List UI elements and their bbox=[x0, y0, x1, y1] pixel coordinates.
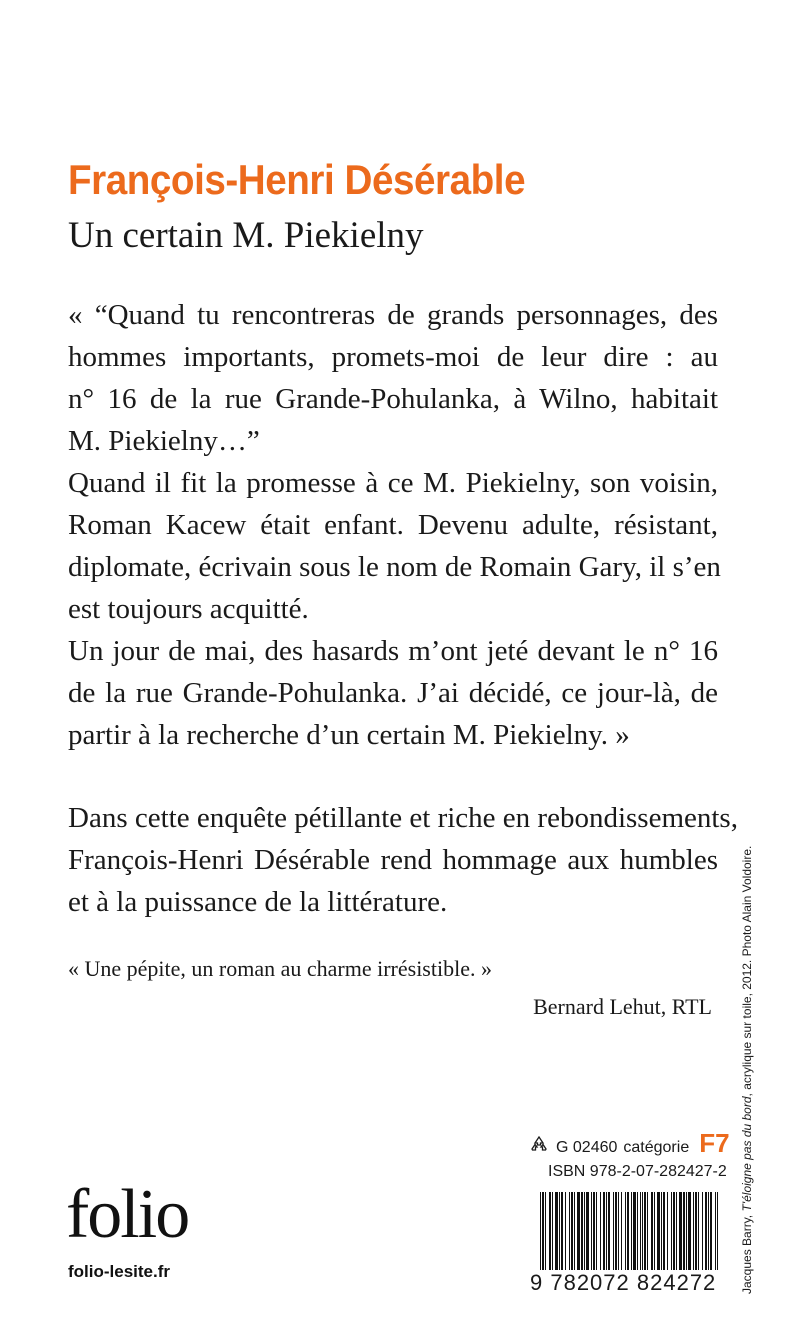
barcode-bar bbox=[586, 1192, 589, 1276]
barcode-bar bbox=[625, 1192, 626, 1276]
author-name: François-Henri Désérable bbox=[68, 156, 526, 203]
blurb-line: Dans cette enquête pétillante et riche en rebondissements, bbox=[68, 802, 738, 834]
barcode-bar bbox=[673, 1192, 675, 1276]
category-label: catégorie bbox=[623, 1139, 690, 1156]
isbn-number: ISBN 978-2-07-282427-2 bbox=[548, 1163, 727, 1180]
quote-paragraph-3 bbox=[68, 630, 718, 756]
blurb-line: M. Piekielny…” bbox=[68, 425, 260, 457]
quote-paragraph-2 bbox=[68, 462, 721, 630]
blurb-line: François-Henri Désérable rend hommage aux humbles bbox=[68, 844, 718, 876]
blurb-summary bbox=[68, 797, 738, 923]
barcode-bar bbox=[702, 1192, 703, 1276]
barcode-bar bbox=[661, 1192, 662, 1276]
barcode-bar bbox=[577, 1192, 580, 1276]
barcode-bar bbox=[549, 1192, 551, 1276]
barcode-bar bbox=[574, 1192, 575, 1276]
barcode-bar bbox=[627, 1192, 629, 1276]
barcode-bar bbox=[710, 1192, 712, 1276]
barcode-bar bbox=[640, 1192, 641, 1276]
folio-logo: folio bbox=[66, 1176, 189, 1253]
barcode-bar bbox=[545, 1192, 546, 1276]
barcode-bar bbox=[637, 1192, 638, 1276]
blurb-line: est toujours acquitté. bbox=[68, 593, 309, 625]
barcode-digits: 9 782072 824272 bbox=[530, 1270, 717, 1295]
barcode-bar bbox=[603, 1192, 605, 1276]
barcode-bar bbox=[695, 1192, 697, 1276]
press-review bbox=[68, 952, 718, 1024]
barcode-bar bbox=[618, 1192, 619, 1276]
barcode-bar bbox=[698, 1192, 699, 1276]
barcode-bar bbox=[633, 1192, 636, 1276]
blurb-line: hommes importants, promets-moi de leur dire : au bbox=[68, 341, 718, 373]
publisher-website: folio-lesite.fr bbox=[68, 1262, 171, 1281]
blurb-line: partir à la recherche d’un certain M. Piekielny. » bbox=[68, 719, 630, 751]
recycle-icon bbox=[530, 1136, 548, 1157]
barcode-bar bbox=[651, 1192, 653, 1276]
barcode bbox=[540, 1192, 718, 1276]
credit-suffix: , acrylique sur toile, 2012. Photo Alain Voldoire. bbox=[740, 845, 754, 1097]
blurb-line: Quand il fit la promesse à ce M. Piekielny, son voisin, bbox=[68, 467, 718, 499]
catalog-code-row bbox=[530, 1128, 730, 1159]
blurb-line: de la rue Grande-Pohulanka. J’ai décidé, ce jour-là, de bbox=[68, 677, 718, 709]
credit-artwork: T'éloigne pas du bord bbox=[740, 1096, 754, 1212]
barcode-bar bbox=[606, 1192, 607, 1276]
blurb-line: n° 16 de la rue Grande-Pohulanka, à Wilno, habitait bbox=[68, 383, 718, 415]
blurb-line: et à la puissance de la littérature. bbox=[68, 886, 448, 918]
quote-paragraph-1 bbox=[68, 294, 718, 462]
barcode-bar bbox=[569, 1192, 570, 1276]
blurb-line: « “Quand tu rencontreras de grands personnages, des bbox=[68, 299, 718, 331]
blurb-quote bbox=[68, 294, 721, 756]
blurb-line: diplomate, écrivain sous le nom de Romain Gary, il s’en bbox=[68, 551, 721, 583]
barcode-bar bbox=[581, 1192, 583, 1276]
barcode-bar bbox=[631, 1192, 632, 1276]
barcode-bar bbox=[708, 1192, 709, 1276]
barcode-bar bbox=[621, 1192, 622, 1276]
category-code: F7 bbox=[699, 1128, 730, 1158]
barcode-bar bbox=[688, 1192, 691, 1276]
barcode-bar bbox=[657, 1192, 660, 1276]
barcode-bar bbox=[540, 1192, 541, 1276]
barcode-bar bbox=[542, 1192, 544, 1276]
barcode-bar bbox=[591, 1192, 592, 1276]
book-title: Un certain M. Piekielny bbox=[68, 215, 424, 256]
barcode-bar bbox=[642, 1192, 643, 1276]
barcode-bar bbox=[715, 1192, 716, 1276]
credit-prefix: Jacques Barry, bbox=[740, 1211, 754, 1294]
barcode-bar bbox=[559, 1192, 560, 1276]
barcode-bar bbox=[596, 1192, 597, 1276]
barcode-bar bbox=[705, 1192, 707, 1276]
barcode-bar bbox=[683, 1192, 685, 1276]
barcode-bar bbox=[686, 1192, 687, 1276]
summary-paragraph bbox=[68, 797, 738, 923]
review-source: Bernard Lehut, RTL bbox=[533, 994, 712, 1019]
barcode-bar bbox=[654, 1192, 655, 1276]
barcode-bar bbox=[613, 1192, 614, 1276]
cover-credit bbox=[740, 694, 754, 1294]
catalog-code: G 02460 bbox=[556, 1139, 618, 1156]
barcode-bar bbox=[679, 1192, 682, 1276]
blurb-line: Roman Kacew était enfant. Devenu adulte, résistant, bbox=[68, 509, 718, 541]
barcode-bar bbox=[663, 1192, 665, 1276]
barcode-bar bbox=[717, 1192, 718, 1276]
barcode-bar bbox=[671, 1192, 672, 1276]
barcode-bar bbox=[615, 1192, 617, 1276]
barcode-bar bbox=[584, 1192, 585, 1276]
blurb-line: Un jour de mai, des hasards m’ont jeté devant le n° 16 bbox=[68, 635, 718, 667]
barcode-bar bbox=[552, 1192, 553, 1276]
barcode-bar bbox=[608, 1192, 610, 1276]
barcode-bar bbox=[600, 1192, 601, 1276]
barcode-bar bbox=[593, 1192, 595, 1276]
barcode-bar bbox=[555, 1192, 558, 1276]
barcode-bar bbox=[693, 1192, 694, 1276]
barcode-bar bbox=[676, 1192, 677, 1276]
barcode-bar bbox=[561, 1192, 563, 1276]
barcode-bar bbox=[644, 1192, 646, 1276]
review-quote: « Une pépite, un roman au charme irrésistible. » bbox=[68, 956, 492, 981]
barcode-bar bbox=[565, 1192, 566, 1276]
barcode-bar bbox=[647, 1192, 648, 1276]
barcode-bar bbox=[571, 1192, 573, 1276]
barcode-bar bbox=[667, 1192, 668, 1276]
